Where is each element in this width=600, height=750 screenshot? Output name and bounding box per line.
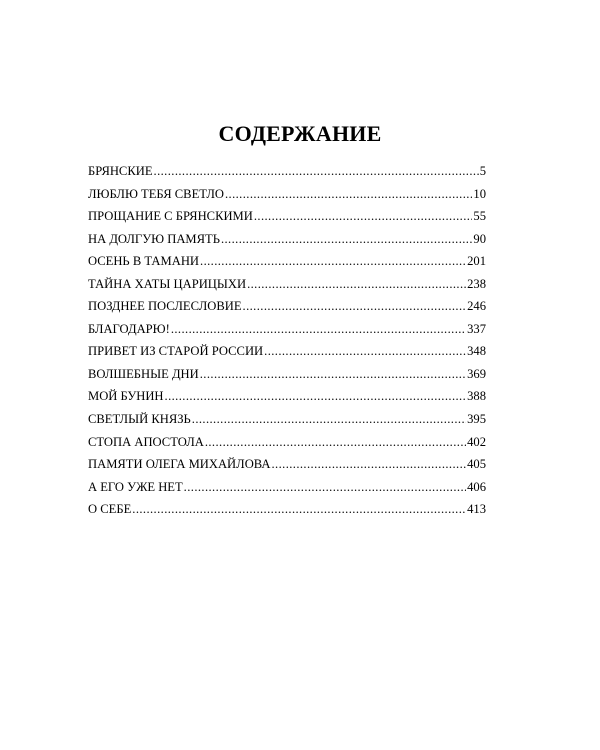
toc-entry [88,408,486,431]
toc-dot-leader [264,340,466,363]
toc-dot-leader [200,363,466,386]
toc-entry-page: 337 [467,321,486,336]
toc-entry-title: ПАМЯТИ ОЛЕГА МИХАЙЛОВА [88,457,271,472]
toc-dot-leader [171,318,466,341]
toc-entry-title: СТОПА АПОСТОЛА [88,434,204,449]
toc-dot-leader [205,431,466,454]
toc-entry-title: ТАЙНА ХАТЫ ЦАРИЦЫХИ [88,276,247,291]
toc-entry-title: БРЯНСКИЕ [88,164,153,178]
toc-entry-page: 413 [467,502,486,517]
toc-entry-page: 55 [473,209,486,224]
toc-entry-page: 388 [467,389,486,404]
toc-entry-page: 201 [467,254,486,269]
toc-entry-title: ПРИВЕТ ИЗ СТАРОЙ РОССИИ [88,344,264,359]
toc-dot-leader [184,476,466,499]
toc-entry [88,385,486,408]
toc-entry [88,431,486,454]
toc-entry-title: ПРОЩАНИЕ С БРЯНСКИМИ [88,209,253,224]
toc-dot-leader [165,385,467,408]
toc-entry-title: А ЕГО УЖЕ НЕТ [88,479,183,494]
toc-entry [88,250,486,273]
toc-entry-title: ОСЕНЬ В ТАМАНИ [88,254,200,269]
toc-entry-page: 406 [467,479,486,494]
toc-entry-title: ВОЛШЕБНЫЕ ДНИ [88,366,199,381]
toc-entry [88,340,486,363]
table-of-contents [88,160,486,521]
toc-entry [88,453,486,476]
toc-entry [88,228,486,251]
toc-dot-leader [247,273,466,296]
toc-entry [88,476,486,499]
toc-entry-title: БЛАГОДАРЮ! [88,321,170,336]
toc-entry [88,205,486,228]
toc-entry [88,183,486,206]
toc-entry-page: 402 [467,434,486,449]
toc-entry [88,363,486,386]
toc-entry-page: 369 [467,366,486,381]
toc-entry-title: ПОЗДНЕЕ ПОСЛЕСЛОВИЕ [88,299,242,314]
toc-entry-page: 238 [467,276,486,291]
toc-dot-leader [200,250,466,273]
toc-entry-page: 405 [467,457,486,472]
toc-dot-leader [243,295,467,318]
toc-dot-leader [154,160,479,183]
toc-dot-leader [272,453,467,476]
toc-entry-title: НА ДОЛГУЮ ПАМЯТЬ [88,231,220,246]
toc-entry-title: ЛЮБЛЮ ТЕБЯ СВЕТЛО [88,186,224,201]
toc-entry-page: 348 [467,344,486,359]
toc-entry-page: 10 [473,186,486,201]
toc-dot-leader [221,228,472,251]
toc-dot-leader [254,205,473,228]
toc-entry-title: МОЙ БУНИН [88,389,164,404]
toc-entry [88,273,486,296]
toc-entry-page: 395 [467,412,486,427]
toc-dot-leader [192,408,466,431]
page-title: СОДЕРЖАНИЕ [218,121,382,146]
toc-entry-page: 246 [467,299,486,314]
toc-dot-leader [225,183,472,206]
toc-entry-page: 5 [479,164,486,178]
toc-entry-page: 90 [473,231,486,246]
toc-entry-title: О СЕБЕ [88,502,132,517]
toc-dot-leader [132,498,466,521]
toc-entry [88,160,486,183]
toc-entry [88,498,486,521]
toc-entry-title: СВЕТЛЫЙ КНЯЗЬ [88,412,191,427]
toc-entry [88,295,486,318]
toc-entry [88,318,486,341]
